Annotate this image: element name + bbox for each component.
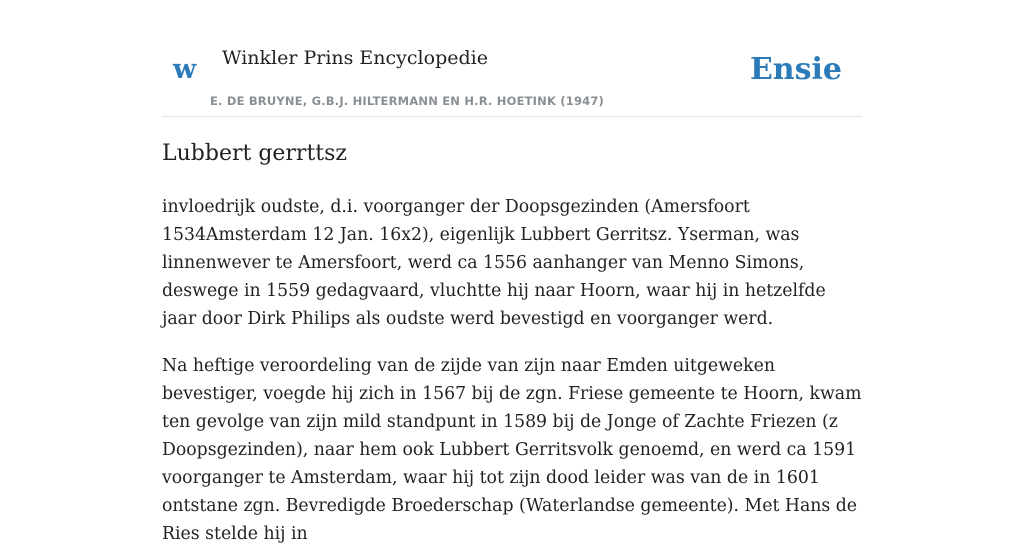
publication-logo-icon[interactable]: w	[173, 54, 197, 85]
ensie-logo[interactable]: Ensie	[749, 52, 842, 87]
article-title: Lubbert gerrttsz	[162, 141, 348, 166]
article	[162, 138, 862, 548]
publication-title[interactable]: Winkler Prins Encyclopedie	[222, 47, 488, 69]
publication-authors: E. DE BRUYNE, G.B.J. HILTERMANN EN H.R. HOETINK (1947)	[210, 94, 605, 108]
site-header	[162, 0, 862, 117]
article-paragraph: invloedrijk oudste, d.i. voorganger der Doopsgezinden (Amersfoort 1534Amsterdam 12 Jan. 16x2), eigenlijk Lubbert Gerritsz. Yserman, was linnenwever te Amersfoort, werd ca 1556 aanhanger van Menno Simons, deswege in 1559 gedagvaard, vluchtte hij naar Hoorn, waar hij in hetzelfde jaar door Dirk Philips als oudste werd bevestigd en voorganger werd.	[162, 197, 826, 329]
article-paragraph: Na heftige veroordeling van de zijde van zijn naar Emden uitgeweken bevestiger, voegde hij zich in 1567 bij de zgn. Friese gemeente te Hoorn, kwam ten gevolge van zijn mild standpunt in 1589 bij de Jonge of Zachte Friezen (z Doopsgezinden), naar hem ook Lubbert Gerritsvolk genoemd, en werd ca 1591 voorganger te Amsterdam, waar hij tot zijn dood leider was van de in 1601 ontstane zgn. Bevredigde Broederschap (Waterlandse gemeente). Met Hans de Ries stelde hij in	[162, 356, 862, 544]
